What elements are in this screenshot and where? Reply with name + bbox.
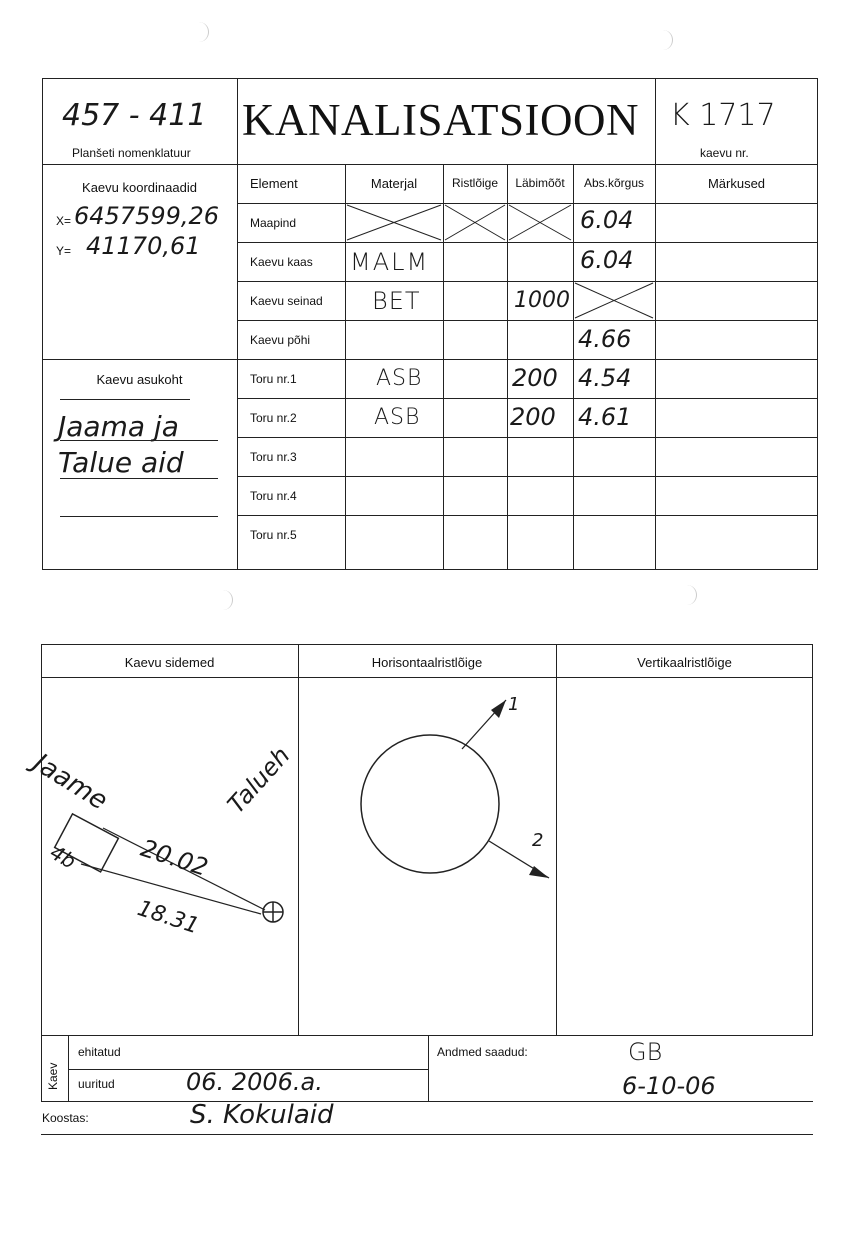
- coordinates-label: Kaevu koordinaadid: [82, 180, 197, 195]
- crossed-cell: [507, 203, 573, 242]
- abs-height-value: 6.04: [580, 246, 634, 274]
- diameter-value: 1000: [514, 288, 570, 313]
- pipe-number: 2: [532, 830, 544, 851]
- row-label: Toru nr.3: [250, 450, 297, 464]
- horizontal-section-sketch: [299, 678, 555, 1035]
- row-label: Kaevu põhi: [250, 333, 311, 347]
- material-value: BET: [372, 287, 421, 315]
- well-circle: [361, 735, 499, 873]
- row-label: Kaevu kaas: [250, 255, 313, 269]
- material-value: ASB: [376, 366, 423, 391]
- diameter-value: 200: [512, 364, 558, 392]
- sheet-label: Planšeti nomenklatuur: [72, 146, 191, 160]
- crossed-cell: [573, 281, 655, 320]
- location-line-2: Talue aid: [58, 446, 184, 479]
- abs-height-value: 4.54: [578, 364, 632, 392]
- abs-height-value: 4.61: [578, 403, 632, 431]
- form-title: KANALISATSIOON: [242, 95, 639, 145]
- vertical-section-header: Vertikaalristlõige: [637, 655, 732, 670]
- data-received-label: Andmed saadud:: [437, 1045, 528, 1059]
- tie-distance: 20.02: [137, 834, 212, 882]
- well-symbol-icon: [263, 902, 283, 922]
- column-header-material: Materjal: [370, 176, 418, 191]
- row-label: Toru nr.4: [250, 489, 297, 503]
- author-signature: S. Kokulaid: [190, 1100, 334, 1130]
- measured-label: uuritud: [78, 1077, 115, 1091]
- well-number-handwritten: K 1717: [670, 98, 776, 133]
- punch-hole-mark: [662, 30, 673, 50]
- crossed-cell: [443, 203, 507, 242]
- street-label: Talueh: [222, 741, 296, 819]
- column-header-element: Element: [250, 176, 298, 191]
- horizontal-section-header: Horisontaalristlõige: [371, 655, 483, 670]
- street-label: Jaame: [28, 748, 113, 817]
- material-value: ASB: [374, 405, 421, 430]
- column-header-cross-section: Ristlõige: [451, 176, 499, 190]
- row-label: Toru nr.5: [250, 528, 297, 542]
- measured-date: 06. 2006.a.: [186, 1068, 323, 1096]
- sheet-number-handwritten: 457 - 411: [62, 98, 207, 133]
- column-header-notes: Märkused: [707, 176, 766, 191]
- location-label: Kaevu asukoht: [96, 372, 183, 387]
- punch-hole-mark: [222, 590, 233, 610]
- y-prefix: Y=: [56, 244, 72, 258]
- x-coordinate-value: 6457599,26: [74, 202, 220, 230]
- pipe-number: 1: [508, 694, 520, 715]
- arrow-icon: [491, 700, 506, 718]
- well-vertical-label: Kaev: [46, 1062, 60, 1090]
- building-number: 4b: [46, 840, 81, 874]
- abs-height-value: 4.66: [578, 325, 632, 353]
- data-received-by: GB: [628, 1038, 663, 1066]
- built-label: ehitatud: [78, 1045, 121, 1059]
- well-number-label: kaevu nr.: [700, 146, 749, 160]
- row-label: Toru nr.2: [250, 411, 297, 425]
- tie-distance: 18.31: [134, 896, 202, 940]
- column-header-abs-height: Abs.kõrgus: [583, 176, 645, 190]
- punch-hole-mark: [686, 585, 697, 605]
- author-label: Koostas:: [42, 1111, 89, 1125]
- diameter-value: 200: [510, 403, 556, 431]
- crossed-cell: [345, 203, 443, 242]
- row-label: Toru nr.1: [250, 372, 297, 386]
- punch-hole-mark: [198, 22, 209, 42]
- row-label: Maapind: [250, 216, 297, 230]
- x-prefix: X=: [56, 214, 72, 228]
- data-received-date: 6-10-06: [622, 1072, 716, 1100]
- column-header-diameter: Läbimõõt: [515, 176, 565, 190]
- abs-height-value: 6.04: [580, 206, 634, 234]
- ties-header: Kaevu sidemed: [124, 655, 215, 670]
- y-coordinate-value: 41170,61: [86, 232, 201, 260]
- location-line-1: Jaama ja: [58, 410, 179, 443]
- material-value: MALM: [350, 248, 430, 276]
- row-label: Kaevu seinad: [250, 294, 323, 308]
